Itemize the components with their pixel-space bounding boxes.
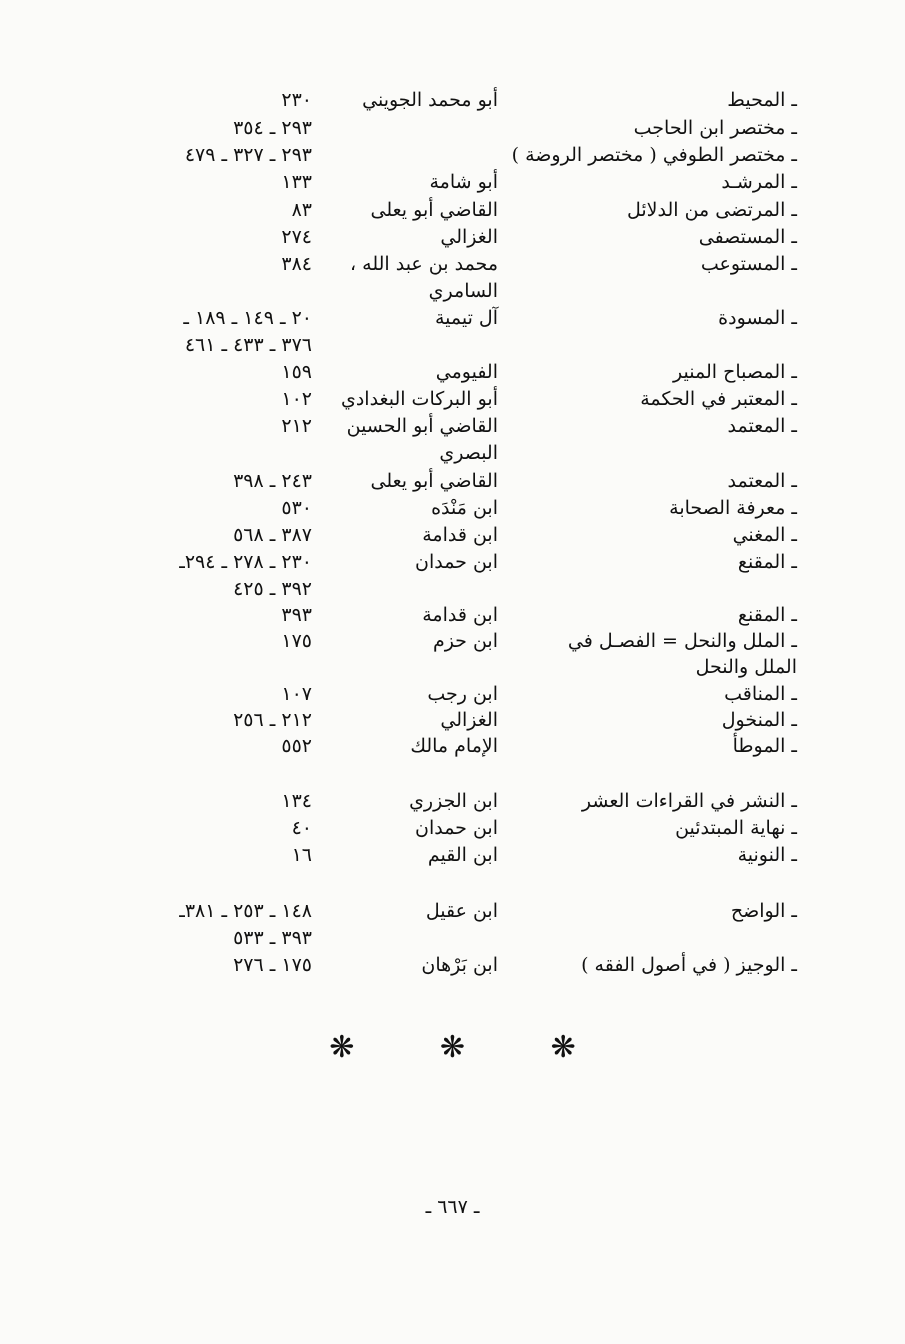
entry-title: الملل والنحل [695,656,797,678]
index-entry-continuation [0,653,905,681]
index-entry [0,601,905,629]
page-number: ـ ٦٦٧ ـ [425,1196,480,1218]
entry-author: أبو شامة [429,171,498,193]
entry-pages: ٢٤٣ ـ ٣٩٨ [233,470,312,492]
entry-author: الإمام مالك [410,735,498,757]
index-entry [0,706,905,734]
entry-author: أبو البركات البغدادي [340,388,498,410]
entry-author: ابن قدامة [422,524,498,546]
entry-title: ـ مختصر الطوفي ( مختصر الروضة ) [511,144,797,166]
index-entry [0,223,905,251]
entry-pages: ٣٨٧ ـ ٥٦٨ [233,524,312,546]
index-entry [0,168,905,196]
entry-pages: ٢٩٣ ـ ٣٢٧ ـ ٤٧٩ [184,144,312,166]
index-entry [0,814,905,842]
entry-pages: ١٠٧ [281,683,312,705]
entry-author: آل تيمية [434,307,498,329]
entry-author: ابن رجب [427,683,498,705]
entry-author: الغزالي [440,709,498,731]
entry-author: البصري [439,442,498,464]
entry-pages: ٢١٢ ـ ٢٥٦ [233,709,312,731]
entry-title: ـ نهاية المبتدئين [675,817,797,839]
entry-pages: ٣٧٦ ـ ٤٣٣ ـ ٤٦١ [184,334,312,356]
index-entry [0,358,905,386]
index-entry [0,841,905,869]
index-entry-continuation [0,331,905,359]
entry-pages: ١٠٢ [281,388,312,410]
entry-author: ابن حمدان [414,551,498,573]
entry-pages: ١٣٤ [281,790,312,812]
entry-pages: ٢٩٣ ـ ٣٥٤ [233,117,312,139]
entry-title: ـ النونية [737,844,797,866]
entry-pages: ٣٩٣ ـ ٥٣٣ [233,927,312,949]
entry-pages: ٢١٢ [281,415,312,437]
index-entry [0,897,905,925]
entry-author: الغزالي [440,226,498,248]
index-entry [0,494,905,522]
index-entry [0,114,905,142]
entry-author: ابن قدامة [422,604,498,626]
index-entry [0,680,905,708]
entry-pages: ١٤٨ ـ ٢٥٣ ـ ٣٨١ـ [179,900,312,922]
entry-title: ـ الوجيز ( في أصول الفقه ) [581,954,797,976]
entry-title: ـ المعتبر في الحكمة [640,388,797,410]
entry-pages: ١٦ [291,844,312,866]
entry-pages: ٢٠ ـ ١٤٩ ـ ١٨٩ ـ [183,307,312,329]
entry-title: ـ معرفة الصحابة [669,497,797,519]
entry-author: القاضي أبو يعلى [370,199,498,221]
entry-title: ـ المرشـد [721,171,797,193]
entry-pages: ٤٠ [291,817,312,839]
entry-title: ـ المحيط [727,89,797,111]
entry-title: ـ الملل والنحل = الفصـل في [567,630,797,652]
entry-title: ـ المقنع [737,551,797,573]
entry-title: ـ المقنع [737,604,797,626]
entry-pages: ١٧٥ [281,630,312,652]
entry-author: أبو محمد الجويني [362,89,498,111]
index-entry-continuation [0,277,905,305]
entry-title: ـ المستصفى [698,226,797,248]
index-entry-continuation [0,439,905,467]
entry-author: ابن حمدان [414,817,498,839]
entry-author: ابن عقيل [425,900,498,922]
index-entry [0,627,905,655]
entry-pages: ٨٣ [291,199,312,221]
entry-title: ـ المصباح المنير [673,361,797,383]
entry-pages: ٣٩٢ ـ ٤٢٥ [233,578,312,600]
entry-pages: ٢٣٠ ـ ٢٧٨ ـ ٢٩٤ـ [179,551,312,573]
index-entry [0,787,905,815]
entry-pages: ٢٧٤ [281,226,312,248]
section-end-ornament: ❋ ❋ ❋ [329,1030,614,1065]
index-entry [0,86,905,114]
index-entry [0,385,905,413]
entry-pages: ٥٣٠ [281,497,312,519]
entry-pages: ١٧٥ ـ ٢٧٦ [233,954,312,976]
entry-pages: ٣٨٤ [281,253,312,275]
entry-title: ـ المغني [732,524,797,546]
index-entry [0,196,905,224]
index-entry [0,412,905,440]
index-entry [0,548,905,576]
entry-title: ـ المستوعب [700,253,797,275]
entry-author: ابن مَنْدَه [431,497,498,519]
entry-author: السامري [428,280,498,302]
entry-pages: ٢٣٠ [281,89,312,111]
index-entry [0,521,905,549]
index-entry-continuation [0,924,905,952]
entry-pages: ٥٥٢ [281,735,312,757]
entry-author: القاضي أبو يعلى [370,470,498,492]
index-entry [0,250,905,278]
index-entry [0,467,905,495]
index-entry [0,141,905,169]
entry-author: ابن الجزري [409,790,498,812]
entry-pages: ١٥٩ [281,361,312,383]
entry-title: ـ المرتضى من الدلائل [626,199,797,221]
entry-title: ـ المعتمد [727,415,797,437]
index-entry [0,304,905,332]
entry-title: ـ المنخول [721,709,797,731]
entry-title: ـ الموطأ [732,735,797,757]
index-entry [0,951,905,979]
entry-author: محمد بن عبد الله ، [349,253,498,275]
entry-author: القاضي أبو الحسين [346,415,498,437]
entry-pages: ١٣٣ [281,171,312,193]
entry-title: ـ مختصر ابن الحاجب [633,117,797,139]
entry-author: الفيومي [435,361,498,383]
index-entry [0,732,905,760]
entry-title: ـ المناقب [724,683,797,705]
entry-title: ـ الواضح [730,900,797,922]
index-entry-continuation [0,575,905,603]
entry-author: ابن حزم [432,630,498,652]
entry-title: ـ النشر في القراءات العشر [581,790,797,812]
entry-title: ـ المسودة [718,307,797,329]
entry-title: ـ المعتمد [727,470,797,492]
entry-author: ابن القيم [427,844,498,866]
entry-pages: ٣٩٣ [281,604,312,626]
entry-author: ابن بَرْهان [421,954,498,976]
